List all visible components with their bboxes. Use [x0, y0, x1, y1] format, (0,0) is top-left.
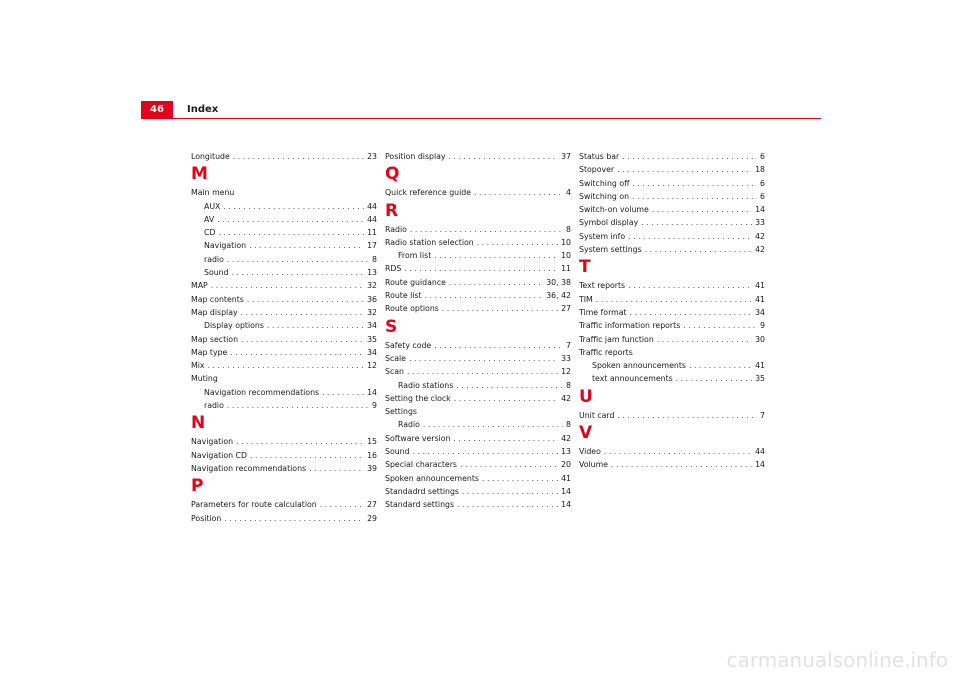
dot-leader: [596, 293, 752, 306]
entry-label: Standadrd settings: [385, 486, 459, 496]
entry-page-number: 6: [760, 191, 765, 201]
entry-page-number: 14: [561, 486, 571, 496]
entry-label: Safety code: [385, 340, 432, 350]
dot-leader: [217, 213, 364, 226]
index-entry: [579, 190, 765, 203]
index-entry: [579, 458, 765, 471]
index-entry: [579, 306, 765, 319]
dot-leader: [474, 186, 563, 199]
index-entry: [385, 276, 571, 289]
dot-leader: [425, 289, 544, 302]
entry-page-number: 16: [367, 450, 377, 460]
entry-page-number: 41: [561, 473, 571, 483]
entry-page-number: 12: [561, 367, 571, 377]
index-letter-heading: Q: [385, 164, 400, 185]
dot-leader: [409, 352, 558, 365]
dot-leader: [407, 365, 558, 378]
entry-page-number: 8: [372, 254, 377, 264]
entry-page-number: 14: [755, 460, 765, 470]
index-entry: [579, 333, 765, 346]
entry-page-number: 42: [561, 393, 571, 403]
dot-leader: [434, 249, 558, 262]
index-entry: [579, 163, 765, 176]
entry-label: Radio station selection: [385, 237, 474, 247]
entry-page-number: 15: [367, 437, 377, 447]
page-number: 46: [141, 101, 173, 119]
index-entry: [385, 289, 571, 302]
index-entry: [385, 432, 571, 445]
index-letter-heading: T: [579, 257, 591, 278]
dot-leader: [457, 498, 558, 511]
index-entry: [385, 472, 571, 485]
entry-label: radio: [204, 401, 224, 411]
index-entry: [385, 339, 571, 352]
entry-label: Radio: [385, 224, 407, 234]
entry-page-number: 34: [367, 321, 377, 331]
dot-leader: [683, 319, 757, 332]
dot-leader: [320, 498, 364, 511]
entry-page-number: 23: [367, 152, 377, 161]
dot-leader: [449, 150, 559, 163]
index-letter-heading: R: [385, 200, 399, 221]
index-entry: [579, 279, 765, 292]
index-entry: [579, 409, 765, 422]
index-entry: [191, 150, 377, 163]
dot-leader: [241, 333, 364, 346]
index-entry: [385, 352, 571, 365]
dot-leader: [456, 379, 563, 392]
entry-page-number: 42: [755, 245, 765, 255]
entry-label: Traffic jam function: [579, 334, 654, 344]
entry-label: Navigation CD: [191, 450, 247, 460]
entry-label: Unit card: [579, 410, 615, 420]
entry-page-number: 9: [760, 321, 765, 331]
entry-label: Switch-on volume: [579, 205, 649, 215]
entry-label: Map display: [191, 307, 238, 317]
index-entry: [191, 512, 377, 525]
dot-leader: [628, 230, 752, 243]
dot-leader: [477, 236, 558, 249]
entry-page-number: 11: [367, 228, 377, 238]
index-entry: [191, 462, 377, 475]
entry-page-number: 37: [561, 152, 571, 161]
entry-label: AUX: [204, 201, 221, 211]
dot-leader: [236, 435, 364, 448]
index-letter-heading: V: [579, 423, 593, 444]
dot-leader: [309, 462, 364, 475]
index-subentry: [579, 372, 765, 385]
dot-leader: [250, 449, 364, 462]
dot-leader: [460, 458, 558, 471]
entry-page-number: 27: [561, 304, 571, 314]
dot-leader: [218, 226, 364, 239]
entry-label: AV: [204, 214, 215, 224]
entry-label: Spoken announcements: [592, 361, 686, 371]
entry-label: Mix: [191, 361, 205, 371]
entry-label: Sound: [204, 268, 229, 278]
index-entry: [579, 230, 765, 243]
entry-label: Status bar: [579, 152, 620, 161]
entry-page-number: 9: [372, 401, 377, 411]
entry-page-number: 17: [367, 241, 377, 251]
index-entry: [191, 449, 377, 462]
index-letter-heading: S: [385, 316, 398, 337]
index-entry: [579, 445, 765, 458]
entry-label: Radio stations: [398, 380, 454, 390]
entry-label: Position display: [385, 152, 446, 161]
entry-page-number: 44: [367, 201, 377, 211]
index-subentry: [191, 399, 377, 412]
entry-label: Quick reference guide: [385, 188, 472, 198]
index-entry: [385, 262, 571, 275]
index-entry: [579, 177, 765, 190]
entry-page-number: 41: [755, 281, 765, 291]
entry-label: Navigation: [204, 241, 247, 251]
dot-leader: [434, 339, 563, 352]
entry-page-number: 8: [566, 420, 571, 430]
entry-label: Time format: [579, 307, 627, 317]
index-entry: [579, 216, 765, 229]
dot-leader: [689, 359, 752, 372]
dot-leader: [211, 279, 364, 292]
index-subentry: [385, 418, 571, 431]
index-entry: [579, 243, 765, 256]
entry-label: Parameters for route calculation: [191, 500, 317, 510]
entry-label: Longitude: [191, 152, 230, 161]
entry-label: Volume: [579, 460, 608, 470]
entry-label: Position: [191, 513, 222, 523]
entry-page-number: 32: [367, 307, 377, 317]
dot-leader: [645, 243, 752, 256]
index-subentry: [579, 359, 765, 372]
index-entry: [579, 150, 765, 163]
dot-leader: [676, 372, 752, 385]
entry-label: Stopover: [579, 165, 615, 175]
dot-leader: [232, 266, 365, 279]
entry-label: Standard settings: [385, 500, 455, 510]
index-entry: [191, 306, 377, 319]
index-subentry: [191, 266, 377, 279]
index-entry: [191, 435, 377, 448]
entry-page-number: 33: [755, 218, 765, 228]
dot-leader: [224, 512, 364, 525]
entry-label: Map contents: [191, 294, 244, 304]
entry-label: Spoken announcements: [385, 473, 479, 483]
dot-leader: [227, 253, 369, 266]
dot-leader: [322, 386, 364, 399]
entry-page-number: 18: [755, 165, 765, 175]
entry-label: Scale: [385, 353, 406, 363]
entry-page-number: 36, 42: [546, 291, 571, 301]
dot-leader: [632, 177, 757, 190]
index-column-3: [579, 150, 765, 472]
dot-leader: [223, 200, 364, 213]
entry-page-number: 7: [566, 340, 571, 350]
entry-page-number: 27: [367, 500, 377, 510]
entry-label: MAP: [191, 281, 208, 291]
entry-label: From list: [398, 251, 432, 261]
entry-page-number: 35: [755, 374, 765, 384]
dot-leader: [652, 203, 752, 216]
entry-label: RDS: [385, 264, 402, 274]
index-entry: [191, 359, 377, 372]
index-entry: [191, 293, 377, 306]
entry-page-number: 10: [561, 251, 571, 261]
page-title: Index: [187, 104, 219, 115]
index-entry: [385, 485, 571, 498]
entry-page-number: 33: [561, 353, 571, 363]
entry-label: Switching on: [579, 191, 630, 201]
index-entry: [385, 223, 571, 236]
entry-label: Symbol display: [579, 218, 639, 228]
entry-page-number: 14: [367, 387, 377, 397]
dot-leader: [630, 306, 753, 319]
dot-leader: [413, 445, 559, 458]
index-letter-heading: U: [579, 386, 593, 407]
index-subentry: [191, 239, 377, 252]
entry-label: Radio: [398, 420, 420, 430]
index-subentry: [191, 253, 377, 266]
entry-label: Setting the clock: [385, 393, 451, 403]
entry-label: Display options: [204, 321, 264, 331]
dot-leader: [462, 485, 558, 498]
entry-label: System settings: [579, 245, 642, 255]
entry-page-number: 42: [561, 433, 571, 443]
entry-label: TIM: [579, 294, 593, 304]
index-subentry: [191, 319, 377, 332]
header-rule: [141, 118, 821, 119]
entry-label: Map section: [191, 334, 239, 344]
dot-leader: [482, 472, 558, 485]
dot-leader: [249, 239, 364, 252]
entry-label: Video: [579, 447, 601, 457]
index-heading: Muting: [191, 374, 218, 384]
index-subentry: [385, 249, 571, 262]
index-letter-heading: N: [191, 413, 206, 434]
entry-page-number: 32: [367, 281, 377, 291]
dot-leader: [657, 333, 752, 346]
dot-leader: [622, 150, 757, 163]
entry-page-number: 14: [561, 500, 571, 510]
entry-label: Special characters: [385, 460, 457, 470]
index-entry: [579, 319, 765, 332]
index-subentry: [191, 213, 377, 226]
entry-page-number: 41: [755, 294, 765, 304]
entry-page-number: 10: [561, 237, 571, 247]
entry-label: Navigation recommendations: [191, 463, 307, 473]
dot-leader: [423, 418, 563, 431]
index-entry: [191, 346, 377, 359]
dot-leader: [604, 445, 752, 458]
entry-label: Sound: [385, 447, 410, 457]
entry-label: Scan: [385, 367, 404, 377]
dot-leader: [410, 223, 563, 236]
index-entry: [579, 293, 765, 306]
entry-page-number: 30, 38: [546, 277, 571, 287]
entry-page-number: 41: [755, 361, 765, 371]
dot-leader: [454, 392, 558, 405]
entry-page-number: 35: [367, 334, 377, 344]
entry-label: text announcements: [592, 374, 673, 384]
entry-label: Text reports: [579, 281, 626, 291]
dot-leader: [453, 432, 558, 445]
entry-label: Navigation recommendations: [204, 387, 320, 397]
entry-page-number: 13: [367, 268, 377, 278]
entry-page-number: 44: [755, 447, 765, 457]
dot-leader: [404, 262, 558, 275]
entry-page-number: 6: [760, 152, 765, 161]
index-entry: [385, 445, 571, 458]
index-entry: [385, 236, 571, 249]
dot-leader: [267, 319, 364, 332]
entry-page-number: 34: [367, 347, 377, 357]
dot-leader: [442, 302, 558, 315]
entry-page-number: 39: [367, 463, 377, 473]
dot-leader: [632, 190, 757, 203]
entry-label: Map type: [191, 347, 228, 357]
index-entry: [385, 365, 571, 378]
dot-leader: [230, 346, 364, 359]
entry-page-number: 44: [367, 214, 377, 224]
entry-page-number: 20: [561, 460, 571, 470]
dot-leader: [233, 150, 364, 163]
index-entry: [385, 302, 571, 315]
entry-label: Navigation: [191, 437, 234, 447]
dot-leader: [247, 293, 364, 306]
index-subentry: [191, 200, 377, 213]
index-letter-heading: P: [191, 476, 204, 497]
index-entry: [579, 203, 765, 216]
entry-label: Route options: [385, 304, 439, 314]
dot-leader: [617, 163, 752, 176]
dot-leader: [241, 306, 364, 319]
index-heading: Traffic reports: [579, 347, 633, 357]
entry-label: radio: [204, 254, 224, 264]
index-entry: [191, 279, 377, 292]
dot-leader: [449, 276, 543, 289]
entry-page-number: 11: [561, 264, 571, 274]
index-entry: [385, 150, 571, 163]
index-entry: [385, 498, 571, 511]
index-subentry: [385, 379, 571, 392]
index-column-1: [191, 150, 377, 525]
index-heading: Settings: [385, 407, 417, 417]
entry-page-number: 8: [566, 224, 571, 234]
entry-page-number: 42: [755, 231, 765, 241]
entry-page-number: 29: [367, 513, 377, 523]
entry-label: CD: [204, 228, 216, 238]
index-heading: Main menu: [191, 188, 235, 198]
entry-page-number: 14: [755, 205, 765, 215]
dot-leader: [641, 216, 752, 229]
index-letter-heading: M: [191, 164, 208, 185]
entry-page-number: 30: [755, 334, 765, 344]
entry-label: System info: [579, 231, 626, 241]
entry-page-number: 34: [755, 307, 765, 317]
index-entry: [191, 498, 377, 511]
index-entry: [385, 392, 571, 405]
index-subentry: [191, 226, 377, 239]
index-column-2: [385, 150, 571, 512]
dot-leader: [617, 409, 757, 422]
entry-page-number: 7: [760, 410, 765, 420]
index-entry: [191, 333, 377, 346]
entry-label: Traffic information reports: [579, 321, 681, 331]
dot-leader: [208, 359, 365, 372]
dot-leader: [628, 279, 752, 292]
entry-page-number: 13: [561, 447, 571, 457]
entry-page-number: 8: [566, 380, 571, 390]
index-subentry: [191, 386, 377, 399]
entry-label: Switching off: [579, 178, 630, 188]
dot-leader: [227, 399, 369, 412]
index-entry: [385, 186, 571, 199]
entry-page-number: 6: [760, 178, 765, 188]
entry-label: Route guidance: [385, 277, 446, 287]
index-entry: [385, 458, 571, 471]
watermark: carmanualsonline.info: [726, 648, 948, 672]
entry-label: Route list: [385, 291, 422, 301]
entry-page-number: 36: [367, 294, 377, 304]
entry-page-number: 12: [367, 361, 377, 371]
entry-label: Software version: [385, 433, 451, 443]
entry-page-number: 4: [566, 188, 571, 198]
dot-leader: [611, 458, 752, 471]
